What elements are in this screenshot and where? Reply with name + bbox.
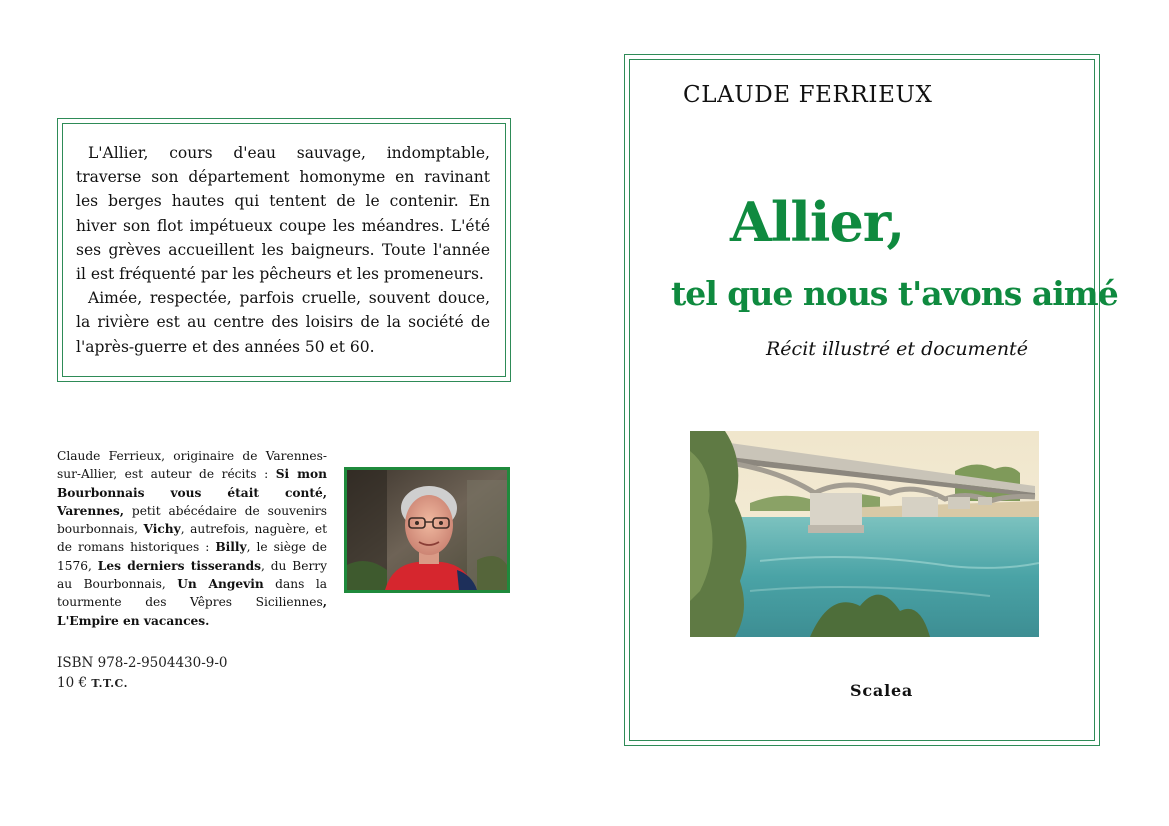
bio-text: Claude Ferrieux, originaire de Varennes-sur-Allier, est auteur de récits : <box>57 449 327 482</box>
cover-bridge-photo <box>690 431 1039 637</box>
book-subtitle: Récit illustré et documenté <box>766 338 1028 360</box>
summary-text <box>76 141 490 359</box>
front-cover-frame-inner <box>629 59 1095 741</box>
bio-book-title: Billy <box>215 540 247 555</box>
author-portrait-illustration <box>347 470 507 590</box>
bio-text: , du Berry au Bourbonnais, <box>57 558 327 592</box>
bio-book-title: Vichy <box>143 522 181 537</box>
bio-text: , le siège de 1576, <box>57 540 327 573</box>
front-cover-frame <box>624 54 1100 746</box>
bio-book-title: Les derniers tisserands <box>97 558 261 573</box>
bio-book-title: , L'Empire en vacances. <box>57 595 327 628</box>
price-value: 10 € <box>57 675 92 691</box>
bio-text: , autrefois, naguère, et de romans historiques : <box>57 522 327 555</box>
isbn-number: ISBN 978-2-9504430-9-0 <box>57 655 228 671</box>
summary-frame <box>57 118 511 382</box>
author-photo <box>344 467 510 593</box>
publisher-name: Scalea <box>850 681 914 700</box>
summary-paragraph-1: L'Allier, cours d'eau sauvage, indomptable, traverse son département homonyme en ravinant les berges hautes qui tentent de le contenir. En hiver son flot impétueux coupe les méandres. L'été ses grèves accueillent les baigneurs. Toute l'année il est fréquenté par les pêcheurs et les promeneurs. <box>76 144 490 284</box>
book-title: Allier, <box>730 190 905 254</box>
price-tax-label: T.T.C. <box>91 677 128 690</box>
cover-author-name: CLAUDE FERRIEUX <box>683 82 933 108</box>
bio-text: dans la tourmente des Vêpres Siciliennes <box>57 577 327 610</box>
bio-text: petit abécédaire de souvenirs bourbonnais, <box>57 503 327 537</box>
summary-paragraph-2: Aimée, respectée, parfois cruelle, souvent douce, la rivière est au centre des loisirs de la société de l'après-guerre et des années 50 et 60. <box>76 289 490 356</box>
book-title-continuation: tel que nous t'avons aimé <box>671 274 1118 313</box>
price-label <box>57 673 128 694</box>
bio-book-title: Un Angevin <box>177 577 264 592</box>
author-bio <box>57 447 327 630</box>
bio-book-title: Si mon Bourbonnais vous était conté, Varennes, <box>57 467 327 518</box>
bridge-river-illustration <box>690 431 1039 637</box>
